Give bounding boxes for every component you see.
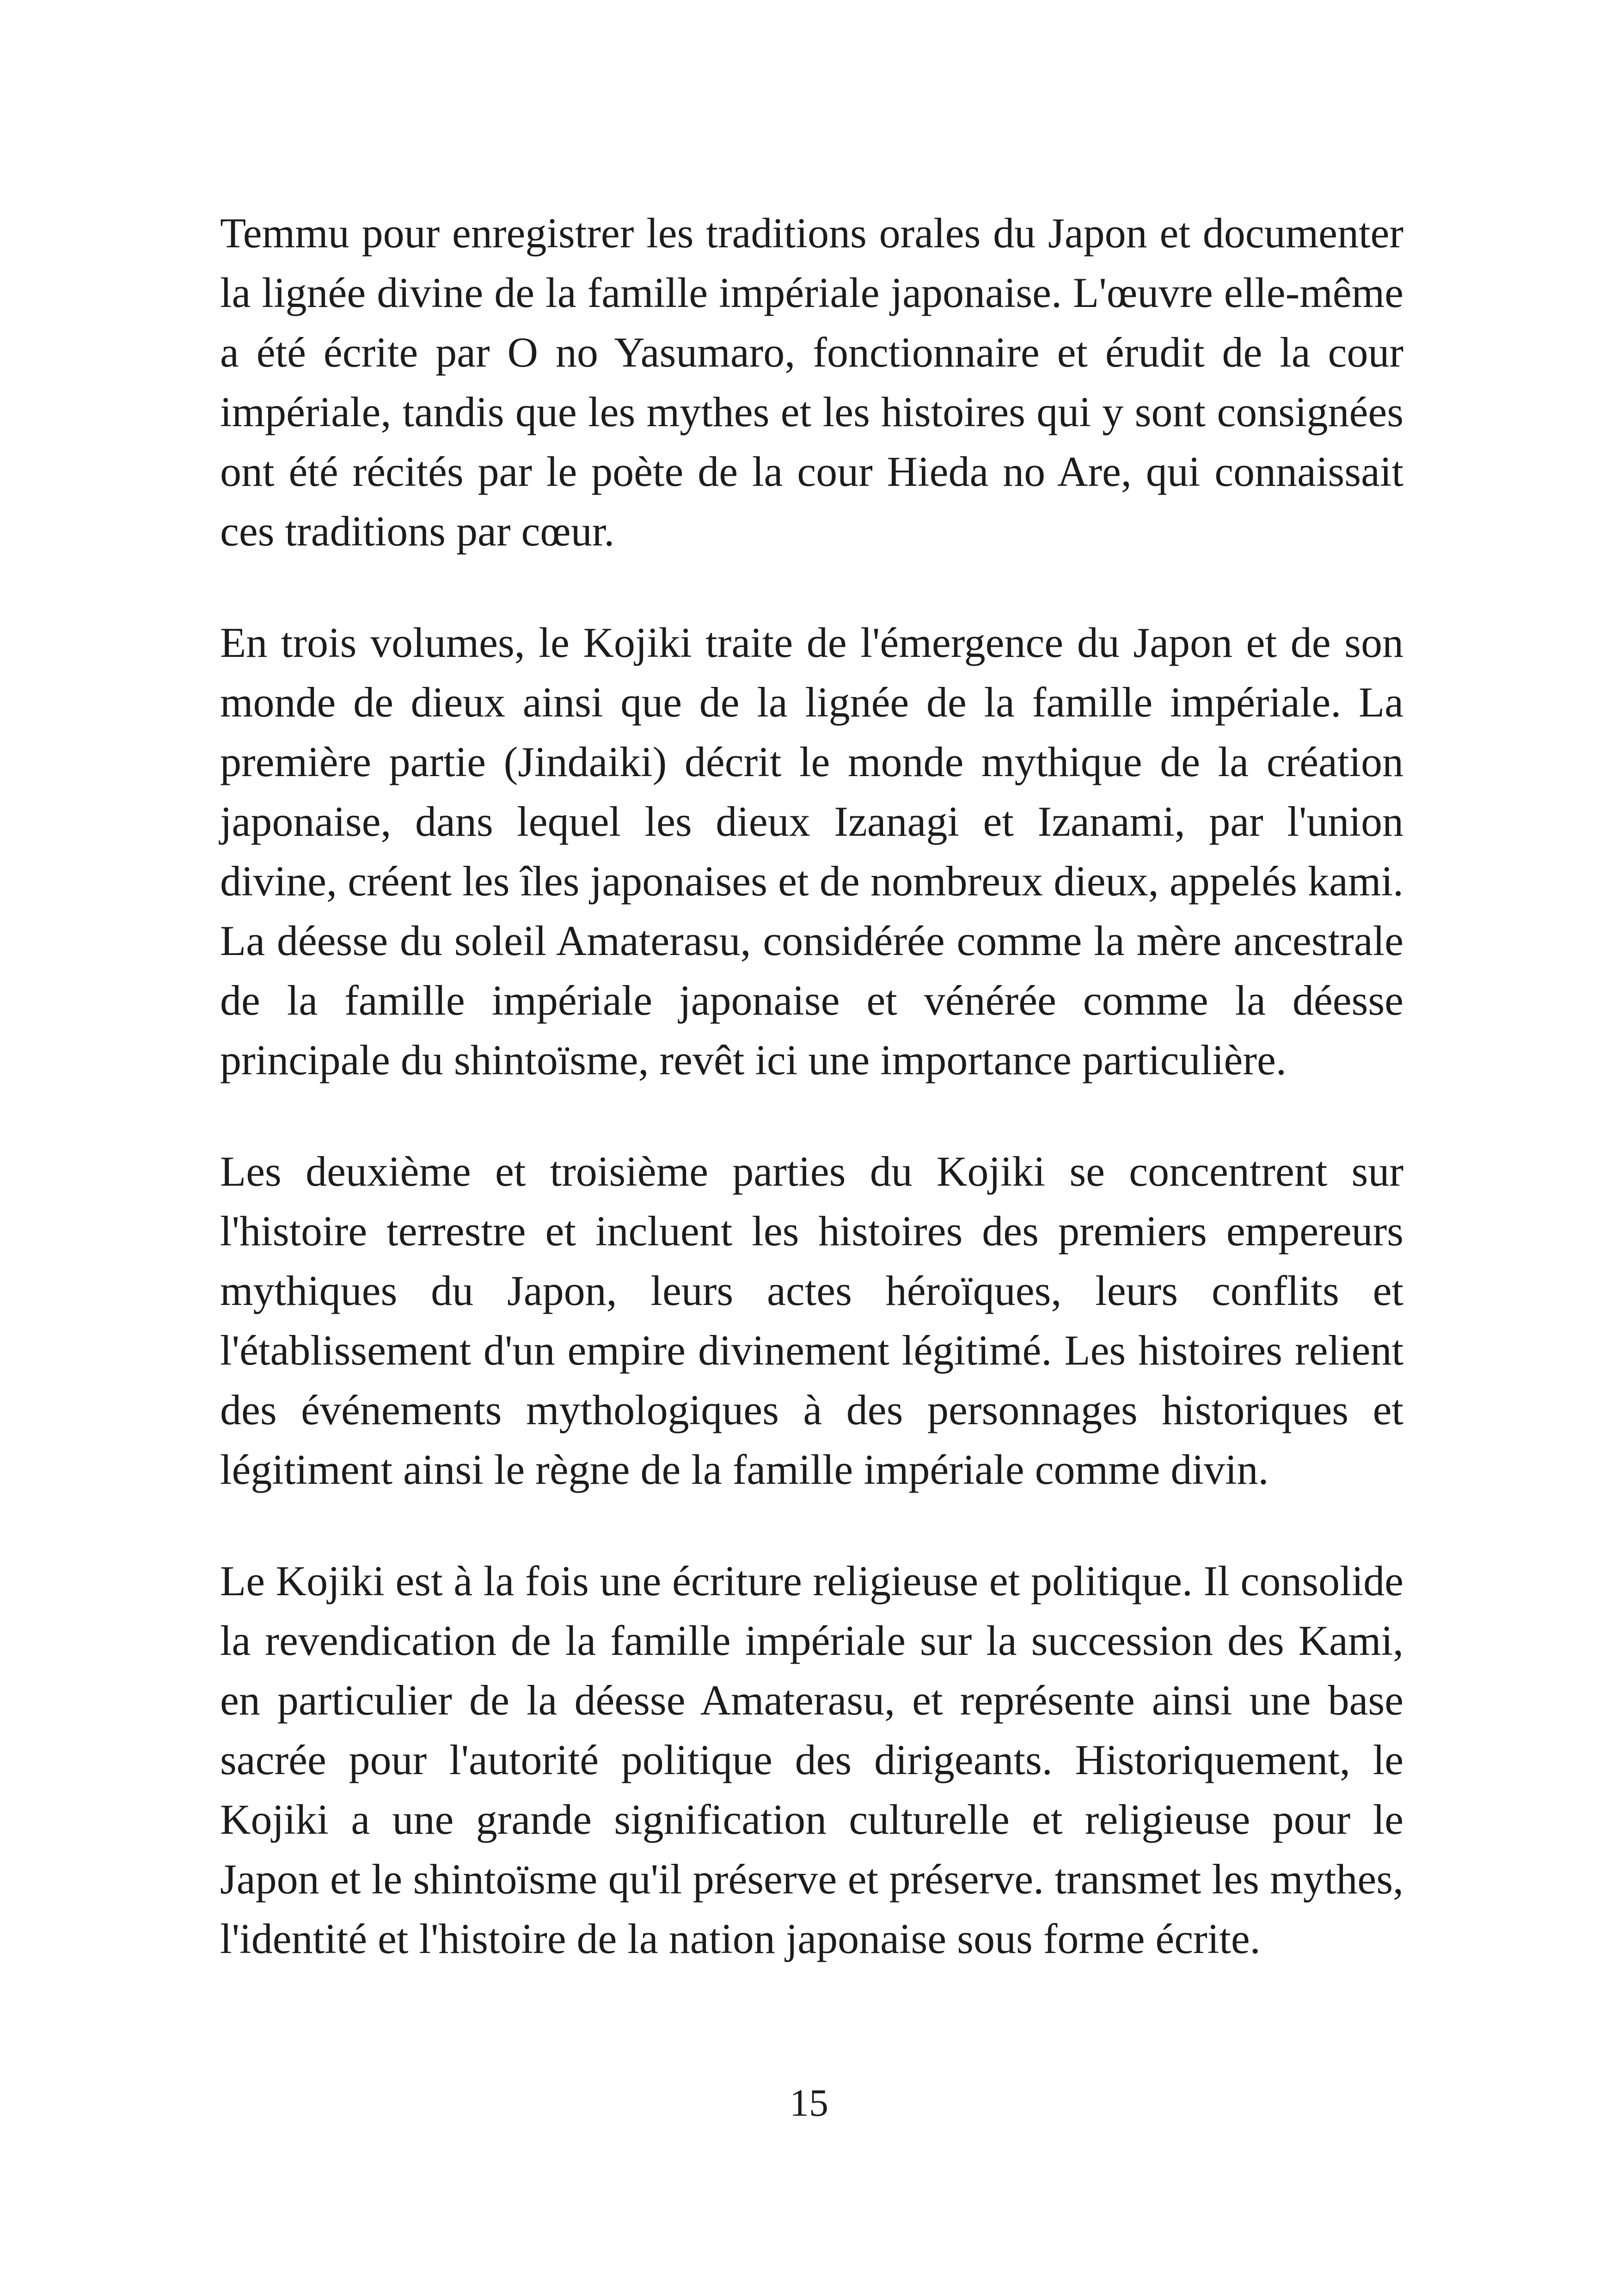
paragraph-1: Temmu pour enregistrer les traditions orales du Japon et documenter la lignée divine de la famille impériale japonaise. L'œuvre elle-même a été écrite par O no Yasumaro, fonctionnaire et érudit de la cour impériale, tandis que les mythes et les histoires qui y sont consignées ont été récités par le poète de la cour Hieda no Are, qui connaissait ces traditions par cœur.	[220, 209, 1403, 555]
page-number: 15	[790, 2082, 828, 2125]
body-text	[220, 203, 1403, 2020]
paragraph-2: En trois volumes, le Kojiki traite de l'émergence du Japon et de son monde de dieux ainsi que de la lignée de la famille impériale. La première partie (Jindaiki) décrit le monde mythique de la création japonaise, dans lequel les dieux Izanagi et Izanami, par l'union divine, créent les îles japonaises et de nombreux dieux, appelés kami. La déesse du soleil Amaterasu, considérée comme la mère ancestrale de la famille impériale japonaise et vénérée comme la déesse principale du shintoïsme, revêt ici une importance particulière.	[220, 619, 1403, 1084]
paragraph-4: Le Kojiki est à la fois une écriture religieuse et politique. Il consolide la revendication de la famille impériale sur la succession des Kami, en particulier de la déesse Amaterasu, et représente ainsi une base sacrée pour l'autorité politique des dirigeants. Historiquement, le Kojiki a une grande signification culturelle et religieuse pour le Japon et le shintoïsme qu'il préserve et préserve. transmet les mythes, l'identité et l'histoire de la nation japonaise sous forme écrite.	[220, 1557, 1403, 1962]
paragraph-3: Les deuxième et troisième parties du Kojiki se concentrent sur l'histoire terrestre et incluent les histoires des premiers empereurs mythiques du Japon, leurs actes héroïques, leurs conflits et l'établissement d'un empire divinement légitimé. Les histoires relient des événements mythologiques à des personnages historiques et légitiment ainsi le règne de la famille impériale comme divin.	[220, 1148, 1403, 1493]
